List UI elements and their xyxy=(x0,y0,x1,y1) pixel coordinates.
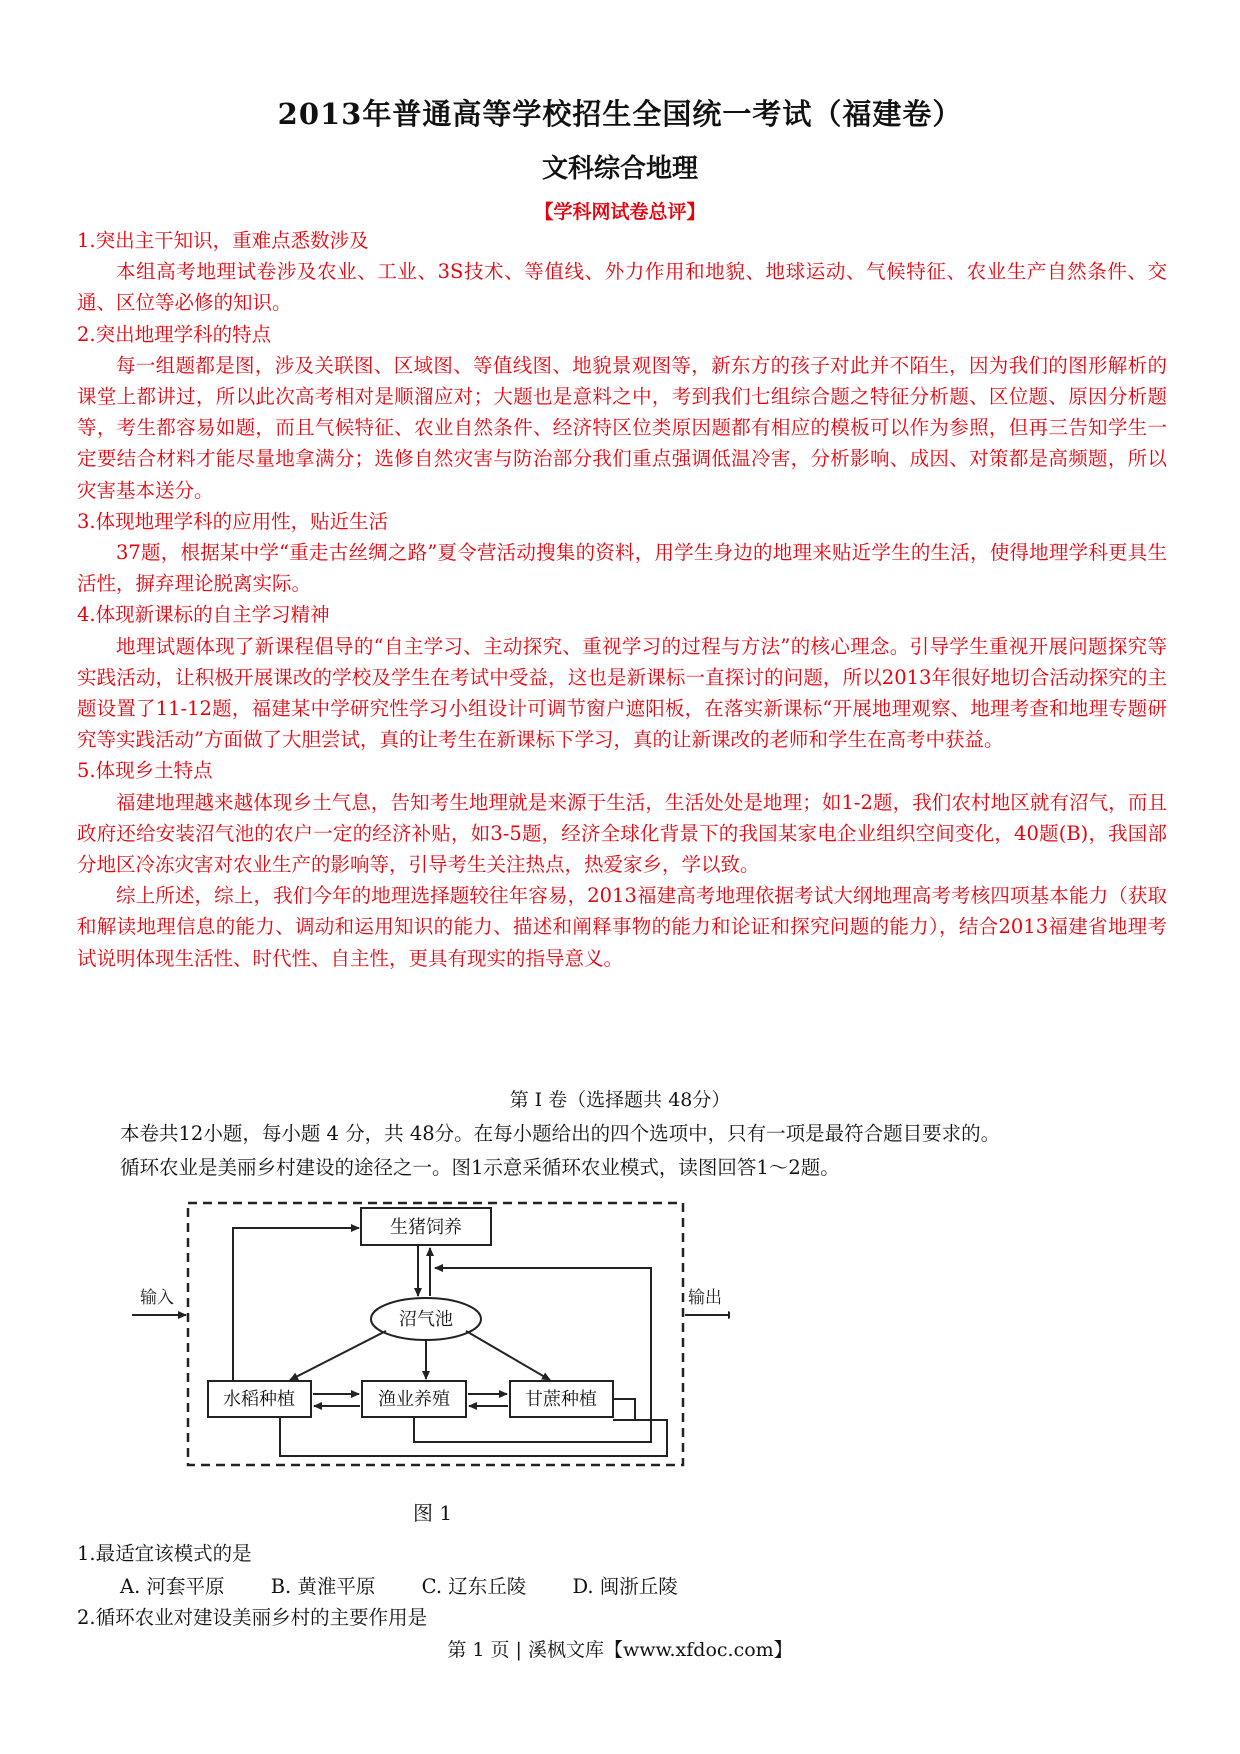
subject-title: 文科综合地理 xyxy=(541,154,698,184)
review-point-4-heading: 4.体现新课标的自主学习精神 xyxy=(77,603,330,627)
exam-title: 2013年普通高等学校招生全国统一考试（福建卷） xyxy=(277,97,963,131)
arrow-biogas-to-rice xyxy=(290,1331,386,1380)
question-1-option-d: D. 闽浙丘陵 xyxy=(572,1575,678,1598)
fishery-label: 渔业养殖 xyxy=(378,1389,450,1410)
review-point-3-heading: 3.体现地理学科的应用性，贴近生活 xyxy=(77,509,389,533)
arrow-biogas-to-sugarcane xyxy=(466,1331,550,1380)
question-1-options xyxy=(120,1571,718,1599)
question-1-option-a: A. 河套平原 xyxy=(120,1575,225,1598)
review-point-4-body: 地理试题体现了新课程倡导的“自主学习、主动探究、重视学习的过程与方法”的核心理念。引导学生重视开展问题探究等实践活动，让积极开展课改的学校及学生在考试中受益，这也是新课标一直探讨的问题，所以2013年很好地切合活动探究的主题设置了11-12题，福建某中学研究性学习小组设计可调节窗户遮阳板，在落实新课标“开展地理观察、地理考查和地理专题研究等实践活动”方面做了大胆尝试，真的让考生在新课标下学习，真的让新课改的老师和学生在高考中获益。 xyxy=(77,634,1167,752)
review-point-1-heading: 1.突出主干知识，重难点悉数涉及 xyxy=(77,229,369,252)
input-label: 输入 xyxy=(140,1288,174,1308)
question-1-stem: 1.最适宜该模式的是 xyxy=(77,1542,252,1565)
question-1-option-b: B. 黄淮平原 xyxy=(270,1575,376,1598)
question-2-stem: 2.循环农业对建设美丽乡村的主要作用是 xyxy=(77,1606,428,1629)
review-point-2-heading: 2.突出地理学科的特点 xyxy=(77,322,272,346)
biogas-pit-label: 沼气池 xyxy=(399,1309,453,1330)
question-intro: 循环农业是美丽乡村建设的途径之一。图1示意采循环农业模式，读图回答1～2题。 xyxy=(120,1156,840,1179)
arrow-rice-to-pig xyxy=(233,1228,359,1381)
pig-farming-label: 生猪饲养 xyxy=(390,1217,462,1238)
figure-1 xyxy=(130,1188,730,1492)
review-point-5-heading: 5.体现乡土特点 xyxy=(77,759,213,783)
review-point-3-body: 37题，根据某中学“重走古丝绸之路”夏令营活动搜集的资料，用学生身边的地理来贴近学生的生活，使得地理学科更具生活性，摒弃理论脱离实际。 xyxy=(77,541,1167,596)
review-heading: 【学科网试卷总评】 xyxy=(534,201,706,223)
page-footer: 第 1 页 | 溪枫文库【www.xfdoc.com】 xyxy=(447,1639,793,1661)
bottom-loop xyxy=(280,1417,667,1456)
section-instruction: 本卷共12小题，每小题 4 分，共 48分。在每小题给出的四个选项中，只有一项是最符合题目要求的。 xyxy=(120,1122,1001,1145)
loop-sugarcane-out xyxy=(613,1399,635,1420)
review-summary: 综上所述，综上，我们今年的地理选择题较往年容易，2013福建高考地理依据考试大纲地理高考考核四项基本能力（获取和解读地理信息的能力、调动和运用知识的能力、描述和阐释事物的能力和论证和探究问题的能力），结合2013福建省地理考试说明体现生活性、时代性、自主性，更具有现实的指导意义。 xyxy=(77,884,1167,970)
question-1-option-c: C. 辽东丘陵 xyxy=(421,1575,527,1598)
rice-planting-label: 水稻种植 xyxy=(223,1389,295,1410)
figure-caption: 图 1 xyxy=(413,1501,453,1525)
review-point-2-body: 每一组题都是图，涉及关联图、区域图、等值线图、地貌景观图等，新东方的孩子对此并不陌生，因为我们的图形解析的课堂上都讲过，所以此次高考相对是顺溜应对；大题也是意料之中，考到我们七组综合题之特征分析题、区位题、原因分析题等，考生都容易如题，而且气候特征、农业自然条件、经济特区位类原因题都有相应的模板可以作为参照，但再三告知学生一定要结合材料才能尽量地拿满分；选修自然灾害与防治部分我们重点强调低温冷害，分析影响、成因、对策都是高频题，所以灾害基本送分。 xyxy=(77,353,1167,502)
circular-agriculture-diagram xyxy=(130,1188,730,1488)
section-title: 第 I 卷（选择题共 48分） xyxy=(509,1089,731,1111)
review-point-5-body: 福建地理越来越体现乡土气息，告知考生地理就是来源于生活，生活处处是地理；如1-2题，我们农村地区就有沼气，而且政府还给安装沼气池的农户一定的经济补贴，如3-5题，经济全球化背景下的我国某家电企业组织空间变化，40题(B)，我国部分地区冷冻灾害对农业生产的影响等，引导考生关注热点，热爱家乡，学以致。 xyxy=(77,790,1167,877)
review-point-1-body: 本组高考地理试卷涉及农业、工业、3S技术、等值线、外力作用和地貌、地球运动、气候特征、农业生产自然条件、交通、区位等必修的知识。 xyxy=(77,260,1167,315)
sugarcane-label: 甘蔗种植 xyxy=(525,1389,597,1410)
output-label: 输出 xyxy=(688,1288,722,1308)
review-section xyxy=(77,225,1167,974)
